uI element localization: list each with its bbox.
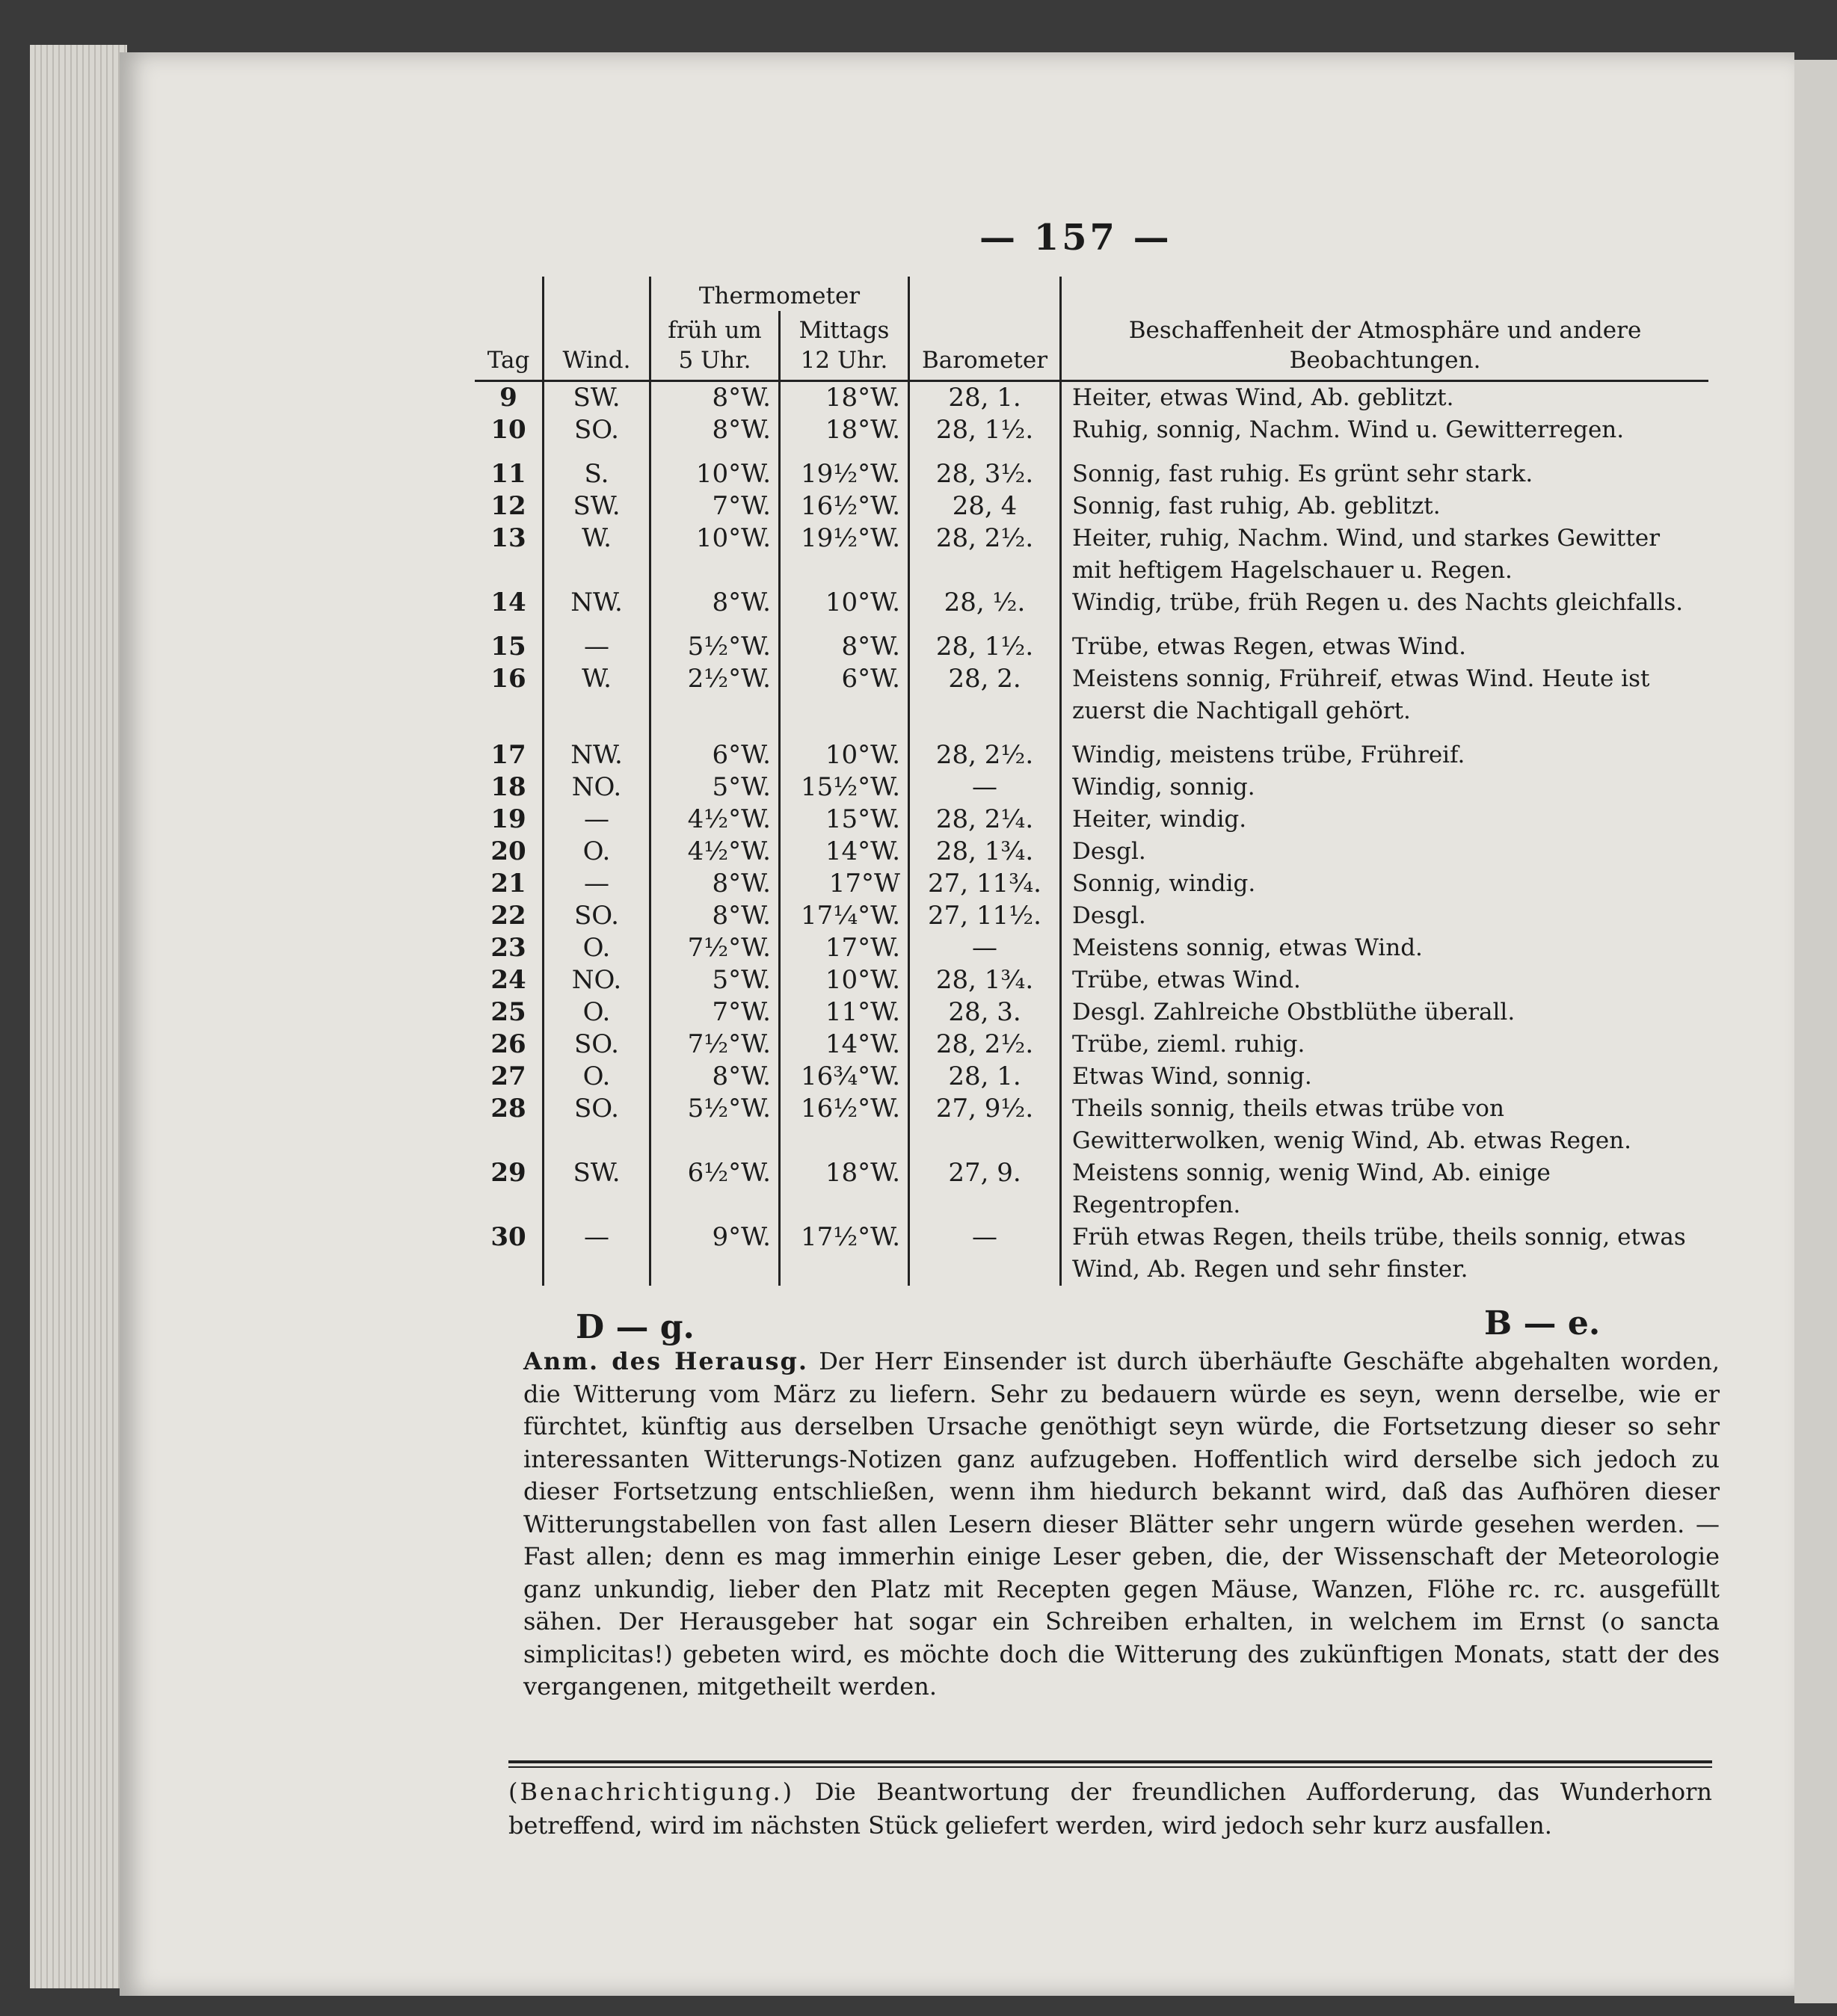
cell-wind: O. [544, 836, 650, 868]
editor-note-lead: Anm. des Herausg. [523, 1347, 809, 1375]
cell-temp-early: 9°W. [650, 1221, 780, 1286]
facing-page-edge [1794, 60, 1837, 2003]
cell-tag: 9 [499, 383, 517, 413]
cell-barometer: 28, 1¾. [909, 836, 1061, 868]
book-page-edges [30, 45, 127, 1988]
cell-tag: 23 [490, 933, 526, 963]
cell-temp-early: 8°W. [650, 1061, 780, 1093]
page-number: — 157 — [979, 217, 1172, 259]
cell-temp-early: 7½°W. [650, 1029, 780, 1061]
cell-barometer: 28, 1. [909, 381, 1061, 415]
cell-temp-early: 7°W. [650, 490, 780, 523]
table-row [475, 458, 1708, 490]
cell-observation: Windig, meistens trübe, Frühreif. [1061, 739, 1709, 771]
cell-barometer: 28, 1½. [909, 631, 1061, 663]
cell-barometer: 28, 2½. [909, 523, 1061, 587]
cell-tag: 24 [490, 965, 526, 995]
cell-temp-early: 4½°W. [650, 836, 780, 868]
cell-wind: SW. [544, 381, 650, 415]
table-row [475, 523, 1708, 587]
group-separator [475, 446, 1708, 458]
notice-text: Die Beantwortung der freundlichen Aufforderung, das Wunderhorn betreffend, wird im nächsten Stück geliefert werden, wird jedoch sehr kurz ausfallen. [508, 1778, 1713, 1840]
cell-wind: O. [544, 1061, 650, 1093]
cell-temp-noon: 16¾°W. [780, 1061, 909, 1093]
cell-temp-early: 2½°W. [650, 663, 780, 727]
separator-cell [475, 619, 544, 631]
table-row [475, 663, 1708, 727]
cell-temp-noon: 18°W. [780, 414, 909, 446]
separator-cell [544, 727, 650, 739]
cell-temp-early: 5°W. [650, 771, 780, 804]
cell-wind: NO. [544, 964, 650, 996]
cell-temp-early: 8°W. [650, 381, 780, 415]
cell-wind: O. [544, 996, 650, 1029]
cell-temp-early: 10°W. [650, 523, 780, 587]
cell-barometer: — [909, 771, 1061, 804]
table-row [475, 1221, 1708, 1286]
separator-cell [780, 727, 909, 739]
cell-temp-noon: 14°W. [780, 836, 909, 868]
cell-temp-noon: 6°W. [780, 663, 909, 727]
cell-barometer: 28, 2. [909, 663, 1061, 727]
table-row [475, 414, 1708, 446]
table-row [475, 996, 1708, 1029]
signature-left: D — g. [576, 1308, 695, 1346]
cell-wind: — [544, 1221, 650, 1286]
cell-barometer: 28, 2½. [909, 739, 1061, 771]
divider-thin [508, 1766, 1712, 1768]
cell-barometer: 28, 3. [909, 996, 1061, 1029]
header-early: früh um 5 Uhr. [650, 311, 780, 381]
cell-observation: Etwas Wind, sonnig. [1061, 1061, 1709, 1093]
cell-wind: S. [544, 458, 650, 490]
cell-tag: 10 [490, 415, 526, 445]
cell-wind: W. [544, 663, 650, 727]
cell-temp-early: 8°W. [650, 900, 780, 932]
cell-temp-noon: 10°W. [780, 739, 909, 771]
separator-cell [650, 446, 780, 458]
cell-wind: SO. [544, 1029, 650, 1061]
cell-temp-early: 5°W. [650, 964, 780, 996]
table-row [475, 964, 1708, 996]
cell-tag: 25 [490, 997, 526, 1027]
cell-tag: 19 [490, 804, 526, 834]
cell-tag: 18 [490, 772, 526, 802]
separator-cell [1061, 619, 1709, 631]
cell-temp-noon: 10°W. [780, 964, 909, 996]
cell-temp-noon: 10°W. [780, 587, 909, 619]
cell-temp-early: 5½°W. [650, 631, 780, 663]
header-barometer: Barometer [909, 277, 1061, 381]
separator-cell [544, 619, 650, 631]
notice-lead: (Benachrichtigung.) [508, 1778, 795, 1806]
cell-observation: Heiter, etwas Wind, Ab. geblitzt. [1061, 381, 1709, 415]
separator-cell [780, 446, 909, 458]
cell-observation: Desgl. Zahlreiche Obstblüthe überall. [1061, 996, 1709, 1029]
cell-wind: — [544, 804, 650, 836]
cell-tag: 14 [490, 588, 526, 617]
cell-observation: Meistens sonnig, Frühreif, etwas Wind. Heute ist zuerst die Nachtigall gehört. [1061, 663, 1709, 727]
cell-barometer: — [909, 932, 1061, 964]
cell-temp-noon: 15°W. [780, 804, 909, 836]
table-row [475, 804, 1708, 836]
cell-temp-early: 8°W. [650, 414, 780, 446]
cell-observation: Trübe, etwas Regen, etwas Wind. [1061, 631, 1709, 663]
cell-barometer: 27, 9½. [909, 1093, 1061, 1157]
editor-note-text: Der Herr Einsender ist durch überhäufte Geschäfte abgehalten worden, die Witterung vom März zu liefern. Sehr zu bedauern würde es seyn, wenn derselbe, wie er fürchtet, künftig aus derselben Ursache genöthigt seyn würde, die Fortsetzung dieser so sehr interessanten Witterungs-Notizen ganz aufzugeben. Hoffentlich wird derselbe sich jedoch zu dieser Fortsetzung entschließen, wenn ihm hiedurch bekannt wird, daß das Aufhören dieser Witterungstabellen von fast allen Lesern dieser Blätter sehr ungern würde gesehen werden. — Fast allen; denn es mag immerhin einige Leser geben, die, der Wissenschaft der Meteorologie ganz unkundig, lieber den Platz mit Recepten gegen Mäuse, Wanzen, Flöhe rc. rc. ausgefüllt sähen. Der Herausgeber hat sogar ein Schreiben erhalten, in welchem im Ernst (o sancta simplicitas!) gebeten wird, es möchte doch die Witterung des zukünftigen Monats, statt der des vergangenen, mitgetheilt werden. [523, 1347, 1720, 1701]
table-row [475, 631, 1708, 663]
cell-temp-early: 5½°W. [650, 1093, 780, 1157]
cell-tag: 28 [490, 1094, 526, 1123]
cell-tag: 17 [490, 740, 526, 770]
group-separator [475, 727, 1708, 739]
cell-temp-noon: 19½°W. [780, 458, 909, 490]
cell-observation: Ruhig, sonnig, Nachm. Wind u. Gewitterregen. [1061, 414, 1709, 446]
cell-barometer: — [909, 1221, 1061, 1286]
cell-barometer: 28, 3½. [909, 458, 1061, 490]
cell-observation: Trübe, etwas Wind. [1061, 964, 1709, 996]
cell-temp-noon: 18°W. [780, 381, 909, 415]
cell-barometer: 28, 2¼. [909, 804, 1061, 836]
cell-observation: Windig, trübe, früh Regen u. des Nachts gleichfalls. [1061, 587, 1709, 619]
cell-temp-noon: 16½°W. [780, 1093, 909, 1157]
table-row [475, 1093, 1708, 1157]
cell-observation: Trübe, zieml. ruhig. [1061, 1029, 1709, 1061]
table-row [475, 587, 1708, 619]
table-row [475, 932, 1708, 964]
cell-barometer: 28, 1¾. [909, 964, 1061, 996]
table-row [475, 1157, 1708, 1221]
cell-barometer: 27, 11¾. [909, 868, 1061, 900]
cell-temp-noon: 19½°W. [780, 523, 909, 587]
table-row [475, 739, 1708, 771]
cell-observation: Desgl. [1061, 900, 1709, 932]
header-thermometer: Thermometer [650, 277, 909, 311]
cell-wind: SO. [544, 900, 650, 932]
separator-cell [909, 727, 1061, 739]
cell-temp-noon: 16½°W. [780, 490, 909, 523]
editor-note [523, 1345, 1720, 1704]
cell-tag: 16 [490, 664, 526, 694]
header-wind: Wind. [544, 277, 650, 381]
cell-temp-early: 4½°W. [650, 804, 780, 836]
separator-cell [475, 727, 544, 739]
cell-observation: Sonnig, windig. [1061, 868, 1709, 900]
table-header-row [475, 277, 1708, 311]
table-row [475, 490, 1708, 523]
cell-wind: W. [544, 523, 650, 587]
cell-observation: Meistens sonnig, wenig Wind, Ab. einige Regentropfen. [1061, 1157, 1709, 1221]
cell-wind: NW. [544, 587, 650, 619]
cell-tag: 12 [490, 491, 526, 521]
cell-temp-early: 6½°W. [650, 1157, 780, 1221]
cell-temp-noon: 11°W. [780, 996, 909, 1029]
cell-tag: 21 [490, 869, 526, 898]
cell-observation: Theils sonnig, theils etwas trübe von Gewitterwolken, wenig Wind, Ab. etwas Regen. [1061, 1093, 1709, 1157]
cell-barometer: 27, 11½. [909, 900, 1061, 932]
cell-observation: Sonnig, fast ruhig. Es grünt sehr stark. [1061, 458, 1709, 490]
cell-barometer: 28, 2½. [909, 1029, 1061, 1061]
cell-tag: 29 [490, 1158, 526, 1188]
table-row [475, 1029, 1708, 1061]
cell-observation: Sonnig, fast ruhig, Ab. geblitzt. [1061, 490, 1709, 523]
cell-observation: Früh etwas Regen, theils trübe, theils sonnig, etwas Wind, Ab. Regen und sehr finster. [1061, 1221, 1709, 1286]
separator-cell [780, 619, 909, 631]
separator-cell [1061, 446, 1709, 458]
cell-temp-early: 10°W. [650, 458, 780, 490]
cell-wind: SW. [544, 1157, 650, 1221]
cell-observation: Desgl. [1061, 836, 1709, 868]
cell-temp-noon: 17¼°W. [780, 900, 909, 932]
cell-observation: Windig, sonnig. [1061, 771, 1709, 804]
cell-tag: 22 [490, 901, 526, 931]
table-row [475, 771, 1708, 804]
table-row [475, 836, 1708, 868]
cell-tag: 27 [490, 1061, 526, 1091]
cell-temp-early: 6°W. [650, 739, 780, 771]
cell-temp-noon: 8°W. [780, 631, 909, 663]
cell-wind: NW. [544, 739, 650, 771]
cell-wind: SO. [544, 414, 650, 446]
separator-cell [909, 446, 1061, 458]
table-row [475, 868, 1708, 900]
header-observations: Beschaffenheit der Atmosphäre und andere Beobachtungen. [1061, 277, 1709, 381]
cell-wind: SW. [544, 490, 650, 523]
cell-observation: Heiter, windig. [1061, 804, 1709, 836]
cell-barometer: 27, 9. [909, 1157, 1061, 1221]
cell-temp-noon: 17°W. [780, 932, 909, 964]
separator-cell [475, 446, 544, 458]
table-row [475, 1061, 1708, 1093]
cell-barometer: 28, ½. [909, 587, 1061, 619]
cell-temp-early: 7½°W. [650, 932, 780, 964]
table-row [475, 900, 1708, 932]
separator-cell [544, 446, 650, 458]
header-noon: Mittags 12 Uhr. [780, 311, 909, 381]
cell-wind: SO. [544, 1093, 650, 1157]
notice [508, 1775, 1712, 1843]
weather-table-body [475, 381, 1708, 1286]
separator-cell [650, 727, 780, 739]
cell-tag: 11 [490, 459, 526, 489]
cell-wind: O. [544, 932, 650, 964]
cell-tag: 15 [490, 632, 526, 662]
cell-temp-early: 7°W. [650, 996, 780, 1029]
cell-temp-noon: 17½°W. [780, 1221, 909, 1286]
divider-thick [508, 1760, 1712, 1763]
cell-barometer: 28, 1. [909, 1061, 1061, 1093]
header-tag: Tag [475, 277, 544, 381]
table-row [475, 381, 1708, 415]
cell-barometer: 28, 4 [909, 490, 1061, 523]
cell-tag: 26 [490, 1029, 526, 1059]
cell-wind: NO. [544, 771, 650, 804]
separator-cell [909, 619, 1061, 631]
cell-temp-noon: 17°W [780, 868, 909, 900]
cell-observation: Heiter, ruhig, Nachm. Wind, und starkes Gewitter mit heftigem Hagelschauer u. Regen. [1061, 523, 1709, 587]
cell-barometer: 28, 1½. [909, 414, 1061, 446]
group-separator [475, 619, 1708, 631]
cell-wind: — [544, 868, 650, 900]
cell-temp-early: 8°W. [650, 868, 780, 900]
cell-wind: — [544, 631, 650, 663]
cell-temp-noon: 15½°W. [780, 771, 909, 804]
separator-cell [1061, 727, 1709, 739]
cell-tag: 13 [490, 523, 526, 553]
cell-observation: Meistens sonnig, etwas Wind. [1061, 932, 1709, 964]
cell-temp-early: 8°W. [650, 587, 780, 619]
signature-right: B — e. [1484, 1304, 1601, 1343]
cell-tag: 20 [490, 836, 526, 866]
cell-tag: 30 [490, 1222, 526, 1252]
separator-cell [650, 619, 780, 631]
cell-temp-noon: 14°W. [780, 1029, 909, 1061]
cell-temp-noon: 18°W. [780, 1157, 909, 1221]
weather-table [475, 277, 1708, 1286]
